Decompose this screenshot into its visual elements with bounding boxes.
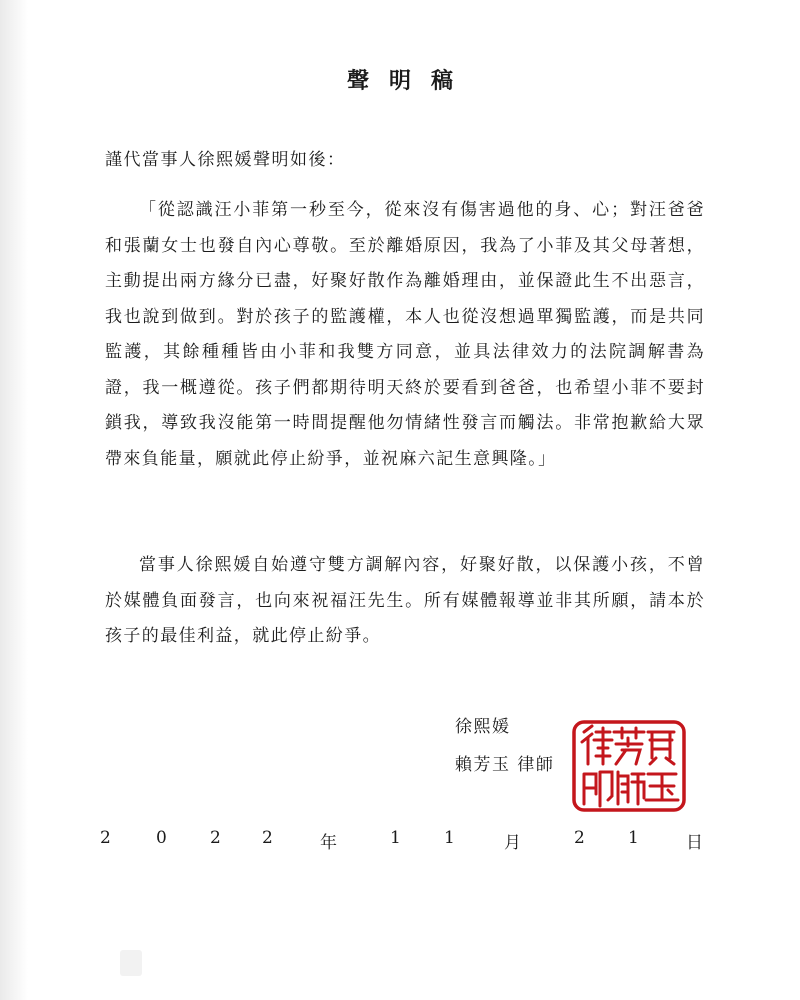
date-year-digit-3: 2: [210, 828, 221, 848]
date-day-label: 日: [686, 833, 703, 853]
date-year-digit-2: 0: [156, 828, 167, 848]
scan-artifact: [120, 950, 142, 976]
date-year-digit-1: 2: [100, 828, 111, 848]
signatory-client: 徐熙媛: [455, 717, 511, 737]
statement-paragraph-2: 當事人徐熙媛自始遵守雙方調解內容，好聚好散，以保護小孩，不曾於媒體負面發言，也向來祝福汪先生。所有媒體報導並非其所願，請本於孩子的最佳利益，就此停止紛爭。: [105, 555, 705, 646]
date-day-digit-1: 2: [574, 828, 585, 848]
intro-line: 謹代當事人徐熙媛聲明如後：: [105, 150, 346, 170]
page-edge-shadow: [0, 0, 28, 1000]
date-year-label: 年: [320, 833, 337, 853]
statement-paragraph-1: 「從認識汪小菲第一秒至今，從來沒有傷害過他的身、心；對汪爸爸和張蘭女士也發自內心尊敬。至於離婚原因，我為了小菲及其父母著想，主動提出兩方緣分已盡，好聚好散作為離婚理由，並保證此生不出惡言，我也說到做到。對於孩子的監護權，本人也從沒想過單獨監護，而是共同監護，其餘種種皆由小菲和我雙方同意，並具法律效力的法院調解書為證，我一概遵從。孩子們都期待明天終於要看到爸爸，也希望小菲不要封鎖我，導致我沒能第一時間提醒他勿情緒性發言而觸法。非常抱歉給大眾帶來負能量，願就此停止紛爭，並祝麻六記生意興隆。」: [105, 200, 705, 469]
date-month-label: 月: [504, 833, 521, 853]
date-month-digit-1: 1: [390, 828, 401, 848]
signature-block: [455, 708, 554, 784]
date-year-digit-4: 2: [262, 828, 273, 848]
document-title: 聲明稿: [346, 68, 473, 94]
signatory-lawyer: 賴芳玉 律師: [455, 755, 555, 775]
date-month-digit-2: 1: [444, 828, 455, 848]
date-day-digit-2: 1: [628, 828, 639, 848]
date-line: [100, 828, 703, 858]
lawyer-seal-stamp: [570, 718, 688, 814]
